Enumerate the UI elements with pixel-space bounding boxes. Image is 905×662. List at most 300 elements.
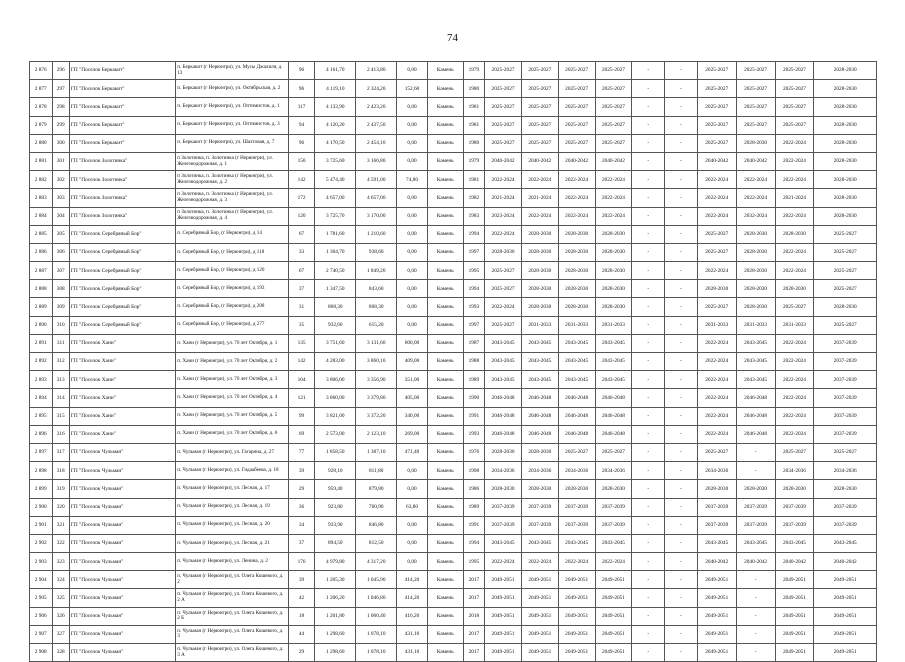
cell-local-number: 311 xyxy=(52,334,69,352)
cell-period-gas: 2028-2030 xyxy=(814,171,877,189)
cell-period-elevator: - xyxy=(632,644,665,662)
cell-period-gas: 2037-2039 xyxy=(814,371,877,389)
cell-period-gas: 2028-2030 xyxy=(814,152,877,170)
cell-municipality: ГП "Поселок Золотинка" xyxy=(69,189,175,207)
cell-period-lift-shaft: - xyxy=(665,116,698,134)
cell-period-engineering: 2022-2024 xyxy=(558,553,595,571)
cell-municipality: ГП "Поселок Серебряный Бор" xyxy=(69,262,175,280)
cell-municipality: ГП "Поселок Беркакит" xyxy=(69,80,175,98)
cell-row-number: 2 885 xyxy=(30,225,53,243)
cell-period-water: 2040-2042 xyxy=(736,152,775,170)
cell-municipality: ГП "Поселок Чульман" xyxy=(69,480,175,498)
cell-period-lift-shaft: - xyxy=(665,571,698,589)
table-row xyxy=(30,262,877,280)
cell-period-foundation: 2022-2024 xyxy=(595,207,632,225)
cell-total-area: 928,10 xyxy=(315,462,356,480)
cell-period-heating: 2028-2030 xyxy=(697,480,736,498)
cell-period-elevator: - xyxy=(632,607,665,625)
cell-total-area: 1 858,50 xyxy=(315,443,356,461)
cell-period-facade: 2025-2027 xyxy=(521,116,558,134)
cell-wall-material: Камень xyxy=(427,371,463,389)
cell-period-facade: 2028-2030 xyxy=(521,480,558,498)
cell-period-gas: 2040-2042 xyxy=(814,553,877,571)
cell-period-facade: 2025-2027 xyxy=(521,62,558,80)
cell-period-foundation: 2022-2024 xyxy=(595,171,632,189)
cell-address: п. Чульман (г Нерюнгри), ул. Олега Кошевого, д. 3 xyxy=(176,625,289,643)
cell-period-electric: 2022-2024 xyxy=(775,334,814,352)
cell-address: п. Чульман (г Нерюнгри), ул. Олега Кошевого, д. 2 Б xyxy=(176,607,289,625)
cell-row-number: 2 891 xyxy=(30,334,53,352)
cell-period-foundation: 2046-2048 xyxy=(595,389,632,407)
cell-year-built: 1990 xyxy=(463,389,484,407)
cell-period-roof: 2025-2027 xyxy=(485,316,522,334)
cell-total-area: 1 304,70 xyxy=(315,243,356,261)
cell-period-lift-shaft: - xyxy=(665,389,698,407)
cell-period-elevator: - xyxy=(632,571,665,589)
cell-period-facade: 2049-2051 xyxy=(521,571,558,589)
cell-period-heating: 2049-2051 xyxy=(697,607,736,625)
cell-period-engineering: 2043-2045 xyxy=(558,371,595,389)
cell-nonresidential-area: 0,00 xyxy=(397,243,428,261)
cell-living-area: 812,50 xyxy=(356,534,397,552)
cell-period-elevator: - xyxy=(632,152,665,170)
cell-period-engineering: 2025-2027 xyxy=(558,443,595,461)
cell-period-elevator: - xyxy=(632,480,665,498)
table-row xyxy=(30,316,877,334)
cell-total-area: 4 119,10 xyxy=(315,80,356,98)
cell-living-area: 2 324,20 xyxy=(356,80,397,98)
cell-nonresidential-area: 0,00 xyxy=(397,262,428,280)
cell-period-engineering: 2037-2039 xyxy=(558,516,595,534)
cell-address: п. Хани (г Нерюнгри), ул. 70 лет Октября, д. 4 xyxy=(176,389,289,407)
cell-period-heating: 2022-2024 xyxy=(697,371,736,389)
cell-wall-material: Камень xyxy=(427,571,463,589)
cell-period-foundation: 2049-2051 xyxy=(595,589,632,607)
cell-apartments: 67 xyxy=(288,262,315,280)
cell-period-electric: 2022-2024 xyxy=(775,425,814,443)
cell-period-elevator: - xyxy=(632,262,665,280)
cell-period-gas: 2025-2027 xyxy=(814,262,877,280)
cell-municipality: ГП "Поселок Серебряный Бор" xyxy=(69,298,175,316)
cell-wall-material: Камень xyxy=(427,498,463,516)
cell-municipality: ГП "Поселок Серебряный Бор" xyxy=(69,243,175,261)
cell-local-number: 312 xyxy=(52,353,69,371)
cell-period-facade: 2025-2027 xyxy=(521,98,558,116)
cell-year-built: 1976 xyxy=(463,443,484,461)
cell-address: п. Серебряный Бор, (г Нерюнгри), д 277 xyxy=(176,316,289,334)
cell-period-foundation: 2025-2027 xyxy=(595,98,632,116)
cell-year-built: 2017 xyxy=(463,571,484,589)
table-row xyxy=(30,425,877,443)
cell-period-elevator: - xyxy=(632,389,665,407)
cell-period-roof: 2043-2045 xyxy=(485,334,522,352)
cell-local-number: 314 xyxy=(52,389,69,407)
cell-row-number: 2 888 xyxy=(30,280,53,298)
cell-total-area: 894,50 xyxy=(315,534,356,552)
cell-municipality: ГП "Поселок Чульман" xyxy=(69,443,175,461)
cell-period-roof: 2043-2045 xyxy=(485,534,522,552)
cell-apartments: 96 xyxy=(288,80,315,98)
cell-period-roof: 2043-2045 xyxy=(485,371,522,389)
cell-address: п. Беркакит (г Нерюнгри), ул. Оптимистов, д. 1 xyxy=(176,98,289,116)
cell-period-elevator: - xyxy=(632,443,665,461)
cell-period-roof: 2025-2027 xyxy=(485,280,522,298)
cell-wall-material: Камень xyxy=(427,189,463,207)
cell-total-area: 933,90 xyxy=(315,516,356,534)
cell-nonresidential-area: 600,00 xyxy=(397,334,428,352)
cell-period-engineering: 2049-2051 xyxy=(558,625,595,643)
cell-period-elevator: - xyxy=(632,207,665,225)
cell-period-gas: 2037-2039 xyxy=(814,425,877,443)
cell-total-area: 1 298,60 xyxy=(315,644,356,662)
cell-nonresidential-area: 0,00 xyxy=(397,62,428,80)
cell-period-electric: 2031-2033 xyxy=(775,316,814,334)
cell-year-built: 1983 xyxy=(463,207,484,225)
cell-row-number: 2 879 xyxy=(30,116,53,134)
cell-period-facade: 2040-2042 xyxy=(521,152,558,170)
cell-period-lift-shaft: - xyxy=(665,171,698,189)
cell-wall-material: Камень xyxy=(427,134,463,152)
cell-period-roof: 2028-2030 xyxy=(485,480,522,498)
cell-year-built: 1981 xyxy=(463,116,484,134)
cell-period-elevator: - xyxy=(632,462,665,480)
cell-local-number: 310 xyxy=(52,316,69,334)
cell-period-electric: 2034-2036 xyxy=(775,462,814,480)
table-row xyxy=(30,443,877,461)
table-row xyxy=(30,407,877,425)
cell-local-number: 313 xyxy=(52,371,69,389)
cell-address: п. Беркакит (г Нерюнгри), ул. Мусы Джалиля, д. 13 xyxy=(176,62,289,80)
cell-period-roof: 2023-2024 xyxy=(485,207,522,225)
cell-period-engineering: 2040-2042 xyxy=(558,152,595,170)
cell-total-area: 1 206,20 xyxy=(315,589,356,607)
cell-period-heating: 2022-2024 xyxy=(697,189,736,207)
cell-total-area: 923,80 xyxy=(315,498,356,516)
cell-period-engineering: 2046-2048 xyxy=(558,407,595,425)
cell-period-electric: 2025-2027 xyxy=(775,62,814,80)
cell-year-built: 1988 xyxy=(463,353,484,371)
cell-period-roof: 2025-2027 xyxy=(485,62,522,80)
cell-local-number: 323 xyxy=(52,553,69,571)
cell-period-gas: 2028-2030 xyxy=(814,134,877,152)
table-row xyxy=(30,98,877,116)
cell-wall-material: Камень xyxy=(427,389,463,407)
cell-period-engineering: 2022-2024 xyxy=(558,171,595,189)
cell-period-electric: 2022-2024 xyxy=(775,389,814,407)
cell-total-area: 1 201,80 xyxy=(315,607,356,625)
cell-address: п. Серебряный Бор, (г Нерюнгри), д 193 xyxy=(176,280,289,298)
cell-period-lift-shaft: - xyxy=(665,425,698,443)
cell-period-elevator: - xyxy=(632,62,665,80)
cell-address: п. Беркакит (г Нерюнгри), ул. Октябрьская, д. 2 xyxy=(176,80,289,98)
cell-municipality: ГП "Поселок Чульман" xyxy=(69,644,175,662)
cell-period-heating: 2049-2051 xyxy=(697,571,736,589)
cell-period-water: - xyxy=(736,644,775,662)
cell-period-foundation: 2028-2030 xyxy=(595,243,632,261)
cell-year-built: 1994 xyxy=(463,225,484,243)
cell-period-foundation: 2046-2048 xyxy=(595,425,632,443)
cell-apartments: 44 xyxy=(288,625,315,643)
cell-period-engineering: 2028-2030 xyxy=(558,298,595,316)
cell-apartments: 31 xyxy=(288,298,315,316)
cell-period-engineering: 2022-2024 xyxy=(558,189,595,207)
cell-period-engineering: 2025-2027 xyxy=(558,80,595,98)
cell-year-built: 1994 xyxy=(463,280,484,298)
cell-period-heating: 2049-2051 xyxy=(697,625,736,643)
cell-period-heating: 2025-2027 xyxy=(697,443,736,461)
cell-period-heating: 2037-2039 xyxy=(697,498,736,516)
cell-period-electric: 2049-2051 xyxy=(775,625,814,643)
cell-period-elevator: - xyxy=(632,353,665,371)
cell-period-foundation: 2025-2027 xyxy=(595,116,632,134)
cell-period-water: 2043-2045 xyxy=(736,334,775,352)
cell-period-elevator: - xyxy=(632,334,665,352)
cell-apartments: 67 xyxy=(288,225,315,243)
cell-row-number: 2 893 xyxy=(30,371,53,389)
cell-local-number: 319 xyxy=(52,480,69,498)
cell-period-foundation: 2025-2027 xyxy=(595,443,632,461)
cell-period-facade: 2043-2045 xyxy=(521,534,558,552)
cell-nonresidential-area: 0,00 xyxy=(397,462,428,480)
cell-period-engineering: 2043-2045 xyxy=(558,353,595,371)
cell-municipality: ГП "Поселок Серебряный Бор" xyxy=(69,280,175,298)
cell-nonresidential-area: 0,00 xyxy=(397,116,428,134)
cell-period-electric: 2049-2051 xyxy=(775,644,814,662)
cell-local-number: 302 xyxy=(52,171,69,189)
cell-period-facade: 2049-2051 xyxy=(521,625,558,643)
cell-year-built: 1991 xyxy=(463,407,484,425)
cell-nonresidential-area: 340,00 xyxy=(397,407,428,425)
cell-period-foundation: 2028-2030 xyxy=(595,280,632,298)
table-row xyxy=(30,207,877,225)
table-row xyxy=(30,389,877,407)
cell-local-number: 301 xyxy=(52,152,69,170)
cell-apartments: 33 xyxy=(288,243,315,261)
cell-municipality: ГП "Поселок Хани" xyxy=(69,407,175,425)
cell-period-gas: 2028-2030 xyxy=(814,480,877,498)
cell-apartments: 34 xyxy=(288,516,315,534)
table-row xyxy=(30,371,877,389)
cell-period-roof: 2022-2024 xyxy=(485,553,522,571)
cell-nonresidential-area: 414,20 xyxy=(397,571,428,589)
cell-apartments: 120 xyxy=(288,207,315,225)
cell-wall-material: Камень xyxy=(427,589,463,607)
cell-period-elevator: - xyxy=(632,280,665,298)
cell-period-lift-shaft: - xyxy=(665,589,698,607)
cell-period-water: 2028-2030 xyxy=(736,225,775,243)
cell-period-engineering: 2049-2051 xyxy=(558,589,595,607)
cell-year-built: 1991 xyxy=(463,516,484,534)
cell-address: п. Чульман (г Нерюнгри), ул. Олега Кошевого, д. 2 А xyxy=(176,589,289,607)
cell-address: п. Серебряный Бор, (г Нерюнгри), д 14 xyxy=(176,225,289,243)
cell-local-number: 299 xyxy=(52,116,69,134)
cell-period-elevator: - xyxy=(632,625,665,643)
cell-period-heating: 2022-2024 xyxy=(697,207,736,225)
cell-period-electric: 2049-2051 xyxy=(775,607,814,625)
cell-period-electric: 2049-2051 xyxy=(775,589,814,607)
cell-total-area: 3 725,70 xyxy=(315,207,356,225)
cell-local-number: 298 xyxy=(52,98,69,116)
cell-period-facade: 2046-2048 xyxy=(521,407,558,425)
cell-local-number: 305 xyxy=(52,225,69,243)
cell-period-electric: 2028-2030 xyxy=(775,280,814,298)
cell-row-number: 2 898 xyxy=(30,462,53,480)
cell-wall-material: Камень xyxy=(427,644,463,662)
cell-row-number: 2 900 xyxy=(30,498,53,516)
cell-wall-material: Камень xyxy=(427,316,463,334)
cell-period-roof: 2043-2045 xyxy=(485,353,522,371)
cell-period-engineering: 2025-2027 xyxy=(558,62,595,80)
cell-period-engineering: 2046-2048 xyxy=(558,389,595,407)
cell-period-elevator: - xyxy=(632,98,665,116)
cell-period-engineering: 2028-2030 xyxy=(558,225,595,243)
cell-period-lift-shaft: - xyxy=(665,443,698,461)
cell-period-elevator: - xyxy=(632,589,665,607)
cell-living-area: 938,60 xyxy=(356,243,397,261)
cell-period-electric: 2022-2024 xyxy=(775,171,814,189)
cell-period-electric: 2028-2030 xyxy=(775,480,814,498)
cell-period-electric: 2028-2030 xyxy=(775,225,814,243)
cell-period-elevator: - xyxy=(632,189,665,207)
cell-period-engineering: 2025-2027 xyxy=(558,134,595,152)
cell-apartments: 69 xyxy=(288,425,315,443)
cell-period-water: 2046-2048 xyxy=(736,389,775,407)
cell-period-electric: 2043-2045 xyxy=(775,534,814,552)
table-row xyxy=(30,171,877,189)
cell-period-foundation: 2049-2051 xyxy=(595,607,632,625)
cell-period-roof: 2049-2051 xyxy=(485,625,522,643)
cell-row-number: 2 897 xyxy=(30,443,53,461)
cell-local-number: 321 xyxy=(52,516,69,534)
cell-period-heating: 2025-2027 xyxy=(697,243,736,261)
cell-municipality: ГП "Поселок Чульман" xyxy=(69,607,175,625)
cell-wall-material: Камень xyxy=(427,80,463,98)
cell-period-lift-shaft: - xyxy=(665,353,698,371)
cell-period-engineering: 2046-2048 xyxy=(558,425,595,443)
cell-period-gas: 2028-2030 xyxy=(814,298,877,316)
cell-year-built: 1979 xyxy=(463,62,484,80)
cell-apartments: 36 xyxy=(288,498,315,516)
cell-period-lift-shaft: - xyxy=(665,225,698,243)
cell-period-engineering: 2028-2030 xyxy=(558,243,595,261)
cell-period-heating: 2022-2024 xyxy=(697,334,736,352)
cell-period-electric: 2049-2051 xyxy=(775,571,814,589)
cell-year-built: 1980 xyxy=(463,134,484,152)
cell-period-electric: 2037-2039 xyxy=(775,516,814,534)
cell-living-area: 843,60 xyxy=(356,280,397,298)
cell-period-heating: 2022-2024 xyxy=(697,389,736,407)
cell-period-water: 2028-2030 xyxy=(736,280,775,298)
cell-period-facade: 2025-2027 xyxy=(521,134,558,152)
cell-nonresidential-area: 0,00 xyxy=(397,316,428,334)
cell-period-elevator: - xyxy=(632,425,665,443)
cell-period-heating: 2025-2027 xyxy=(697,62,736,80)
cell-living-area: 3 166,80 xyxy=(356,152,397,170)
cell-total-area: 3 751,60 xyxy=(315,334,356,352)
cell-period-facade: 2034-2036 xyxy=(521,462,558,480)
cell-living-area: 4 591,00 xyxy=(356,171,397,189)
cell-period-water: 2043-2045 xyxy=(736,353,775,371)
table-row xyxy=(30,553,877,571)
cell-wall-material: Камень xyxy=(427,171,463,189)
cell-period-foundation: 2025-2027 xyxy=(595,134,632,152)
cell-period-electric: 2022-2024 xyxy=(775,243,814,261)
cell-nonresidential-area: 0,00 xyxy=(397,225,428,243)
cell-row-number: 2 899 xyxy=(30,480,53,498)
cell-address: п Золотинка, п. Золотинка (г Нерюнгри), ул. Железнодорожная, д. 3 xyxy=(176,189,289,207)
cell-period-gas: 2037-2039 xyxy=(814,353,877,371)
cell-municipality: ГП "Поселок Серебряный Бор" xyxy=(69,316,175,334)
cell-total-area: 959,40 xyxy=(315,480,356,498)
cell-period-water: 2046-2048 xyxy=(736,425,775,443)
cell-period-heating: 2049-2051 xyxy=(697,644,736,662)
cell-year-built: 1979 xyxy=(463,152,484,170)
cell-apartments: 142 xyxy=(288,171,315,189)
table-row xyxy=(30,62,877,80)
cell-period-elevator: - xyxy=(632,171,665,189)
cell-row-number: 2 883 xyxy=(30,189,53,207)
cell-period-facade: 2028-2030 xyxy=(521,262,558,280)
table-row xyxy=(30,134,877,152)
cell-local-number: 318 xyxy=(52,462,69,480)
cell-apartments: 176 xyxy=(288,553,315,571)
cell-living-area: 4 657,00 xyxy=(356,189,397,207)
cell-nonresidential-area: 351,00 xyxy=(397,371,428,389)
cell-period-lift-shaft: - xyxy=(665,80,698,98)
cell-nonresidential-area: 0,00 xyxy=(397,480,428,498)
cell-living-area: 3 131,60 xyxy=(356,334,397,352)
cell-period-roof: 2028-2030 xyxy=(485,443,522,461)
cell-period-lift-shaft: - xyxy=(665,189,698,207)
cell-row-number: 2 904 xyxy=(30,571,53,589)
cell-year-built: 1987 xyxy=(463,334,484,352)
cell-period-roof: 2040-2042 xyxy=(485,152,522,170)
cell-period-water: 2022-2024 xyxy=(736,171,775,189)
cell-period-heating: 2022-2024 xyxy=(697,262,736,280)
cell-living-area: 1 387,10 xyxy=(356,443,397,461)
cell-period-foundation: 2022-2024 xyxy=(595,553,632,571)
cell-period-facade: 2037-2039 xyxy=(521,498,558,516)
cell-wall-material: Камень xyxy=(427,207,463,225)
cell-period-lift-shaft: - xyxy=(665,625,698,643)
cell-period-foundation: 2025-2027 xyxy=(595,62,632,80)
cell-municipality: ГП "Поселок Золотинка" xyxy=(69,207,175,225)
cell-living-area: 760,90 xyxy=(356,498,397,516)
cell-period-lift-shaft: - xyxy=(665,280,698,298)
cell-total-area: 3 821,00 xyxy=(315,407,356,425)
cell-address: п. Хани (г Нерюнгри), ул. 70 лет Октября, д. 5 xyxy=(176,407,289,425)
cell-nonresidential-area: 0,00 xyxy=(397,207,428,225)
cell-period-electric: 2021-2024 xyxy=(775,189,814,207)
cell-living-area: 1 046,80 xyxy=(356,589,397,607)
cell-year-built: 2018 xyxy=(463,607,484,625)
cell-year-built: 1994 xyxy=(463,534,484,552)
cell-municipality: ГП "Поселок Беркакит" xyxy=(69,62,175,80)
cell-row-number: 2 892 xyxy=(30,353,53,371)
cell-period-gas: 2037-2039 xyxy=(814,334,877,352)
cell-period-facade: 2046-2048 xyxy=(521,425,558,443)
cell-period-elevator: - xyxy=(632,316,665,334)
cell-period-water: 2046-2048 xyxy=(736,407,775,425)
data-table xyxy=(29,61,877,662)
cell-living-area: 1 045,90 xyxy=(356,571,397,589)
cell-municipality: ГП "Поселок Чульман" xyxy=(69,516,175,534)
cell-period-foundation: 2028-2030 xyxy=(595,225,632,243)
cell-period-gas: 2028-2030 xyxy=(814,116,877,134)
cell-period-foundation: 2043-2045 xyxy=(595,534,632,552)
cell-period-facade: 2028-2030 xyxy=(521,225,558,243)
cell-row-number: 2 889 xyxy=(30,298,53,316)
